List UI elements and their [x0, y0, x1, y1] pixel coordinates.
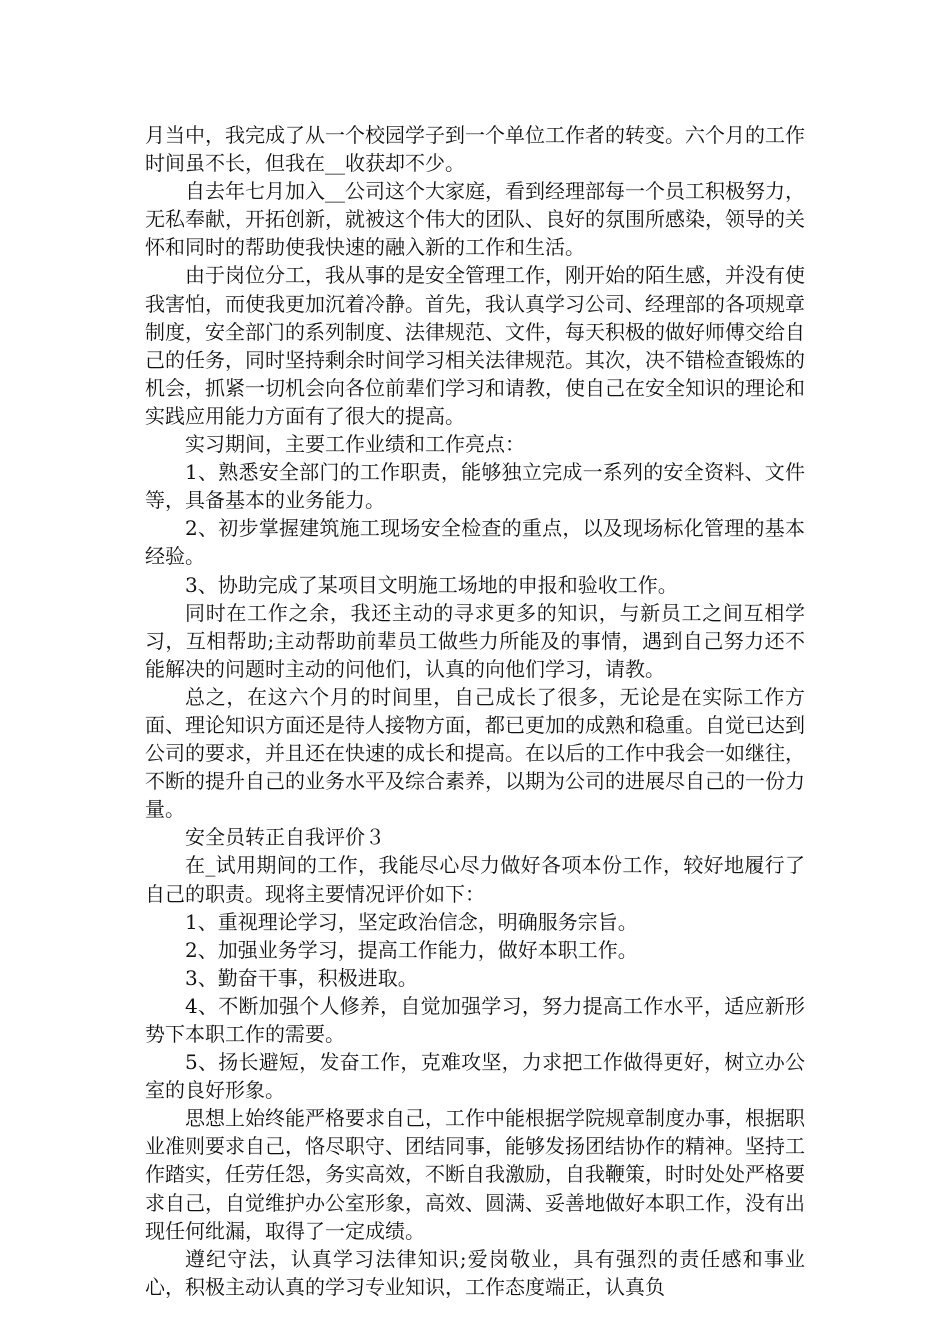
list-item-1: 1、熟悉安全部门的工作职责，能够独立完成一系列的安全资料、文件等，具备基本的业务能力。	[145, 460, 805, 513]
paragraph-5: 总之，在这六个月的时间里，自己成长了很多，无论是在实际工作方面、理论知识方面还是待人接物方面，都已更加的成熟和稳重。自觉已达到公司的要求，并且还在快速的成长和提高。在以后的工作中我会一如继往，不断的提升自己的业务水平及综合素养，以期为公司的进展尽自己的一份力量。	[145, 684, 805, 822]
list-item-6: 3、勤奋干事，积极进取。	[185, 965, 418, 990]
section-heading-internship: 实习期间，主要工作业绩和工作亮点：	[185, 432, 525, 457]
paragraph-4: 同时在工作之余，我还主动的寻求更多的知识，与新员工之间互相学习，互相帮助;主动帮助前辈员工做些力所能及的事情，遇到自己努力还不能解决的问题时主动的问他们，认真的向他们学习，请教。	[145, 600, 805, 681]
paragraph-8: 遵纪守法，认真学习法律知识;爱岗敬业，具有强烈的责任感和事业心，积极主动认真的学习专业知识，工作态度端正，认真负	[145, 1246, 805, 1299]
paragraph-6: 在_试用期间的工作，我能尽心尽力做好各项本份工作，较好地履行了自己的职责。现将主要情况评价如下：	[145, 853, 805, 906]
list-item-3: 3、协助完成了某项目文明施工场地的申报和验收工作。	[185, 572, 678, 597]
paragraph-1: 月当中，我完成了从一个校园学子到一个单位工作者的转变。六个月的工作时间虽不长，但我在__收获却不少。	[145, 123, 805, 176]
list-item-4: 1、重视理论学习，坚定政治信念，明确服务宗旨。	[185, 909, 638, 934]
paragraph-3: 由于岗位分工，我从事的是安全管理工作，刚开始的陌生感，并没有使我害怕，而使我更加沉着冷静。首先，我认真学习公司、经理部的各项规章制度，安全部门的系列制度、法律规范、文件，每天积极的做好师傅交给自己的任务，同时坚持剩余时间学习相关法律规范。其次，决不错检查锻炼的机会，抓紧一切机会向各位前辈们学习和请教，使自己在安全知识的理论和实践应用能力方面有了很大的提高。	[145, 263, 805, 428]
list-item-7: 4、不断加强个人修养，自觉加强学习，努力提高工作水平，适应新形势下本职工作的需要。	[145, 993, 805, 1046]
section-title: 安全员转正自我评价３	[185, 825, 385, 850]
document-body	[145, 121, 805, 1301]
paragraph-7: 思想上始终能严格要求自己，工作中能根据学院规章制度办事，根据职业准则要求自己，恪尽职守、团结同事，能够发扬团结协作的精神。坚持工作踏实，任劳任怨，务实高效，不断自我激励，自我鞭策，时时处处严格要求自己，自觉维护办公室形象，高效、圆满、妥善地做好本职工作，没有出现任何纰漏，取得了一定成绩。	[145, 1106, 805, 1243]
list-item-5: 2、加强业务学习，提高工作能力，做好本职工作。	[185, 937, 638, 962]
list-item-2: 2、初步掌握建筑施工现场安全检查的重点，以及现场标化管理的基本经验。	[145, 516, 805, 569]
paragraph-2: 自去年七月加入__公司这个大家庭，看到经理部每一个员工积极努力，无私奉献，开拓创新，就被这个伟大的团队、良好的氛围所感染，领导的关怀和同时的帮助使我快速的融入新的工作和生活。	[145, 179, 805, 260]
list-item-8: 5、扬长避短，发奋工作，克难攻坚，力求把工作做得更好，树立办公室的良好形象。	[145, 1050, 805, 1103]
